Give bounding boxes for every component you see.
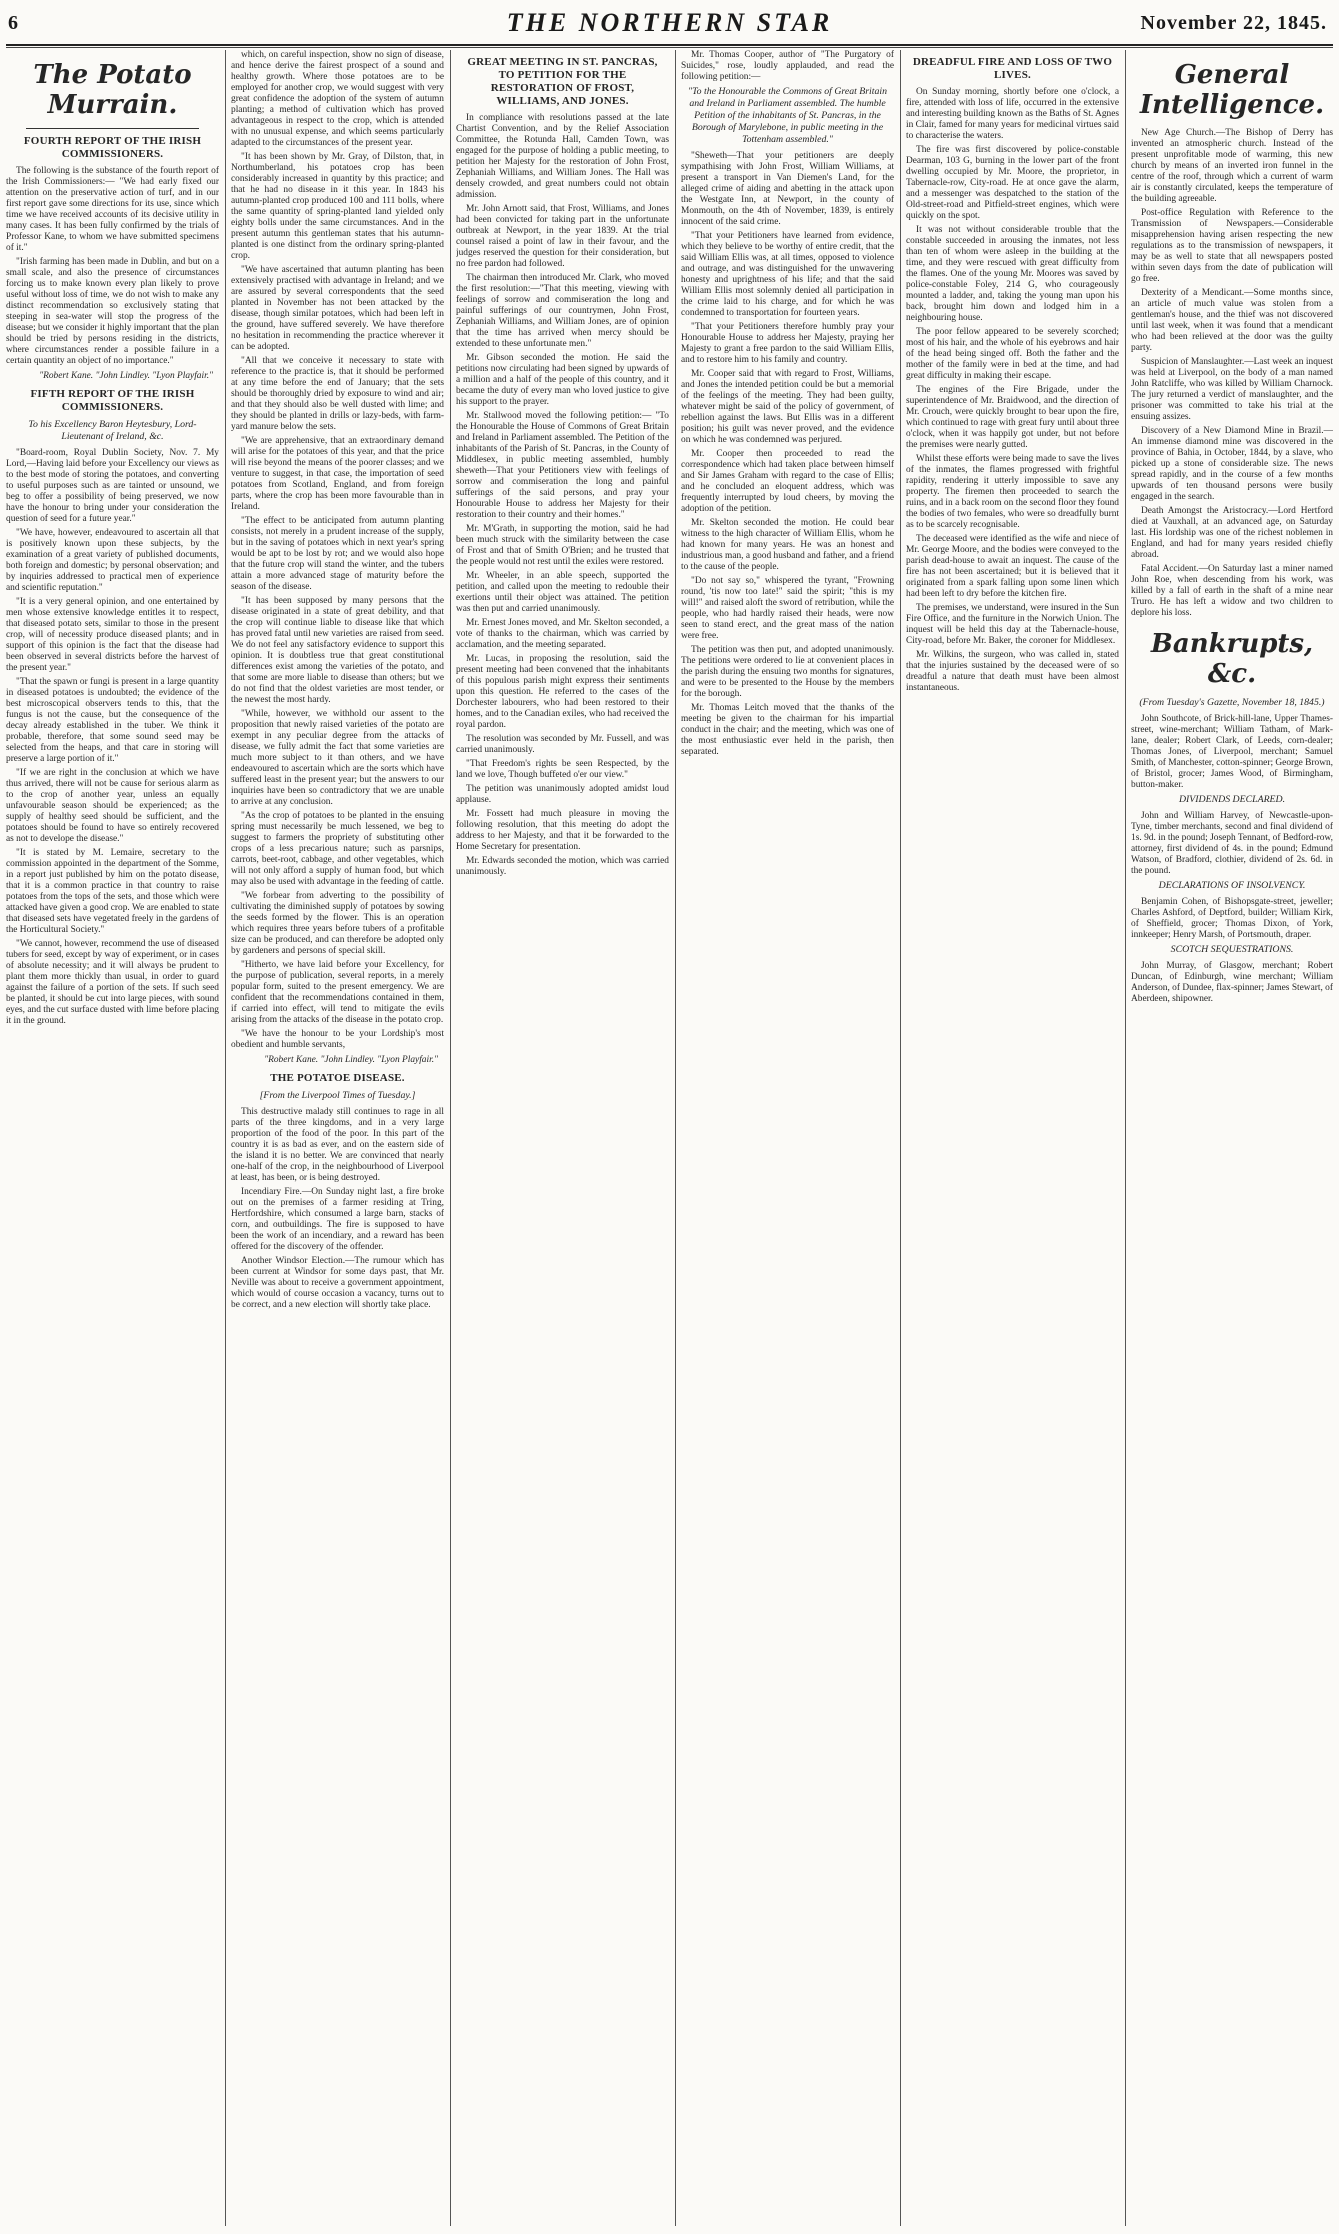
article-headline: DREADFUL FIRE AND LOSS OF TWO LIVES. bbox=[912, 56, 1113, 81]
article-paragraph: The resolution was seconded by Mr. Fussell, and was carried unanimously. bbox=[456, 734, 669, 755]
article-paragraph: Mr. Cooper then proceeded to read the correspondence which had taken place between himself and Sir James Graham with regard to the case of Ellis; and he concluded an eloquent address, which was frequently interrupted by loud cheers, by moving the adoption of the petition. bbox=[681, 449, 894, 514]
article-paragraph: It was not without considerable trouble that the constable succeeded in arousing the inmates, not less than ten of whom were asleep in the building at the time, and they were rescued with great difficulty from the flames. One of the young Mr. Moores was saved by police-constable Foley, 214 G, who courageously mounted a ladder, and, taking the young man upon his back, brought him down and lodged him in a neighbouring house. bbox=[906, 225, 1119, 323]
article-paragraph: Post-office Regulation with Reference to the Transmission of Newspapers.—Considerable misapprehension having arisen respecting the new regulations as to the transmission of newspapers, it may be as well to state that all newspapers posted within seven days from the date of publication will go free. bbox=[1131, 208, 1333, 284]
column-divider bbox=[900, 50, 901, 2226]
article-paragraph: "We have, however, endeavoured to ascertain all that is positively known upon these subjects, by the examination of a great variety of published documents, both foreign and domestic; by personal observation; and by inquiries addressed to practical men of experience and scientific reputation." bbox=[6, 528, 219, 593]
article-paragraph: "It has been supposed by many persons that the disease originated in a state of great debility, and that the crop will continue liable to disease like that which has proved fatal until new varieties are raised from seed. We do not feel any satisfactory evidence to support this opinion. It is doubtless true that great constitutional differences exist among the varieties of the potato, and that some are more liable to disease than others; but we do not find that the oldest varieties are most tender, or the newest the most hardy. bbox=[231, 596, 444, 705]
article-paragraph: The deceased were identified as the wife and niece of Mr. George Moore, and the bodies were conveyed to the parish dead-house to await an inquest. The cause of the fire has not been ascertained; but it is believed that it originated from a spark falling upon some linen which had been left to dry before the kitchen fire. bbox=[906, 534, 1119, 599]
masthead-rule-thin bbox=[6, 47, 1333, 48]
column-divider bbox=[450, 50, 451, 2226]
article-paragraph: Mr. Gibson seconded the motion. He said the petitions now circulating had been signed by upwards of a million and a half of the people of this country, and it became the duty of every man who loved justice to give his support to the prayer. bbox=[456, 353, 669, 407]
masthead bbox=[0, 8, 1339, 42]
article-paragraph: The poor fellow appeared to be severely scorched; most of his hair, and the whole of his eyebrows and hair of the head being singed off. Both the father and the mother of the family were in bed at the time, and had great difficulty in making their escape. bbox=[906, 327, 1119, 381]
article-paragraph: Discovery of a New Diamond Mine in Brazil.—An immense diamond mine was discovered in the province of Bahia, in October, 1844, by a slave, who picked up a stone of considerable size. The news spread rapidly, and in the course of a few months upwards of ten thousand persons were busily engaged in the search. bbox=[1131, 426, 1333, 502]
article-paragraph: Mr. Fossett had much pleasure in moving the following resolution, that this meeting do adopt the address to her Majesty, and that it be forwarded to the Home Secretary for presentation. bbox=[456, 809, 669, 852]
article-headline: THE POTATOE DISEASE. bbox=[270, 1072, 405, 1084]
article-paragraph: "That your Petitioners therefore humbly pray your Honourable House to address her Majesty, praying her Majesty to grant a free pardon to the said William Ellis, and to restore him to his family and country. bbox=[681, 322, 894, 365]
page-number: 6 bbox=[8, 12, 18, 34]
article-paragraph: Mr. Wheeler, in an able speech, supported the petition, and called upon the meeting to redouble their exertions until their object was attained. The petition was then put and carried unanimously. bbox=[456, 571, 669, 614]
article-paragraph: Mr. Stallwood moved the following petition:— "To the Honourable the House of Commons of Great Britain and Ireland in Parliament assembled. The Petition of the inhabitants of the Parish of St. Pancras, in the County of Middlesex, in public meeting assembled, humbly sheweth—That your Petitioners view with feelings of sorrow and commiseration the long and painful sufferings of the said persons, and pray your Honourable House to address her Majesty for their restoration to their country and their homes." bbox=[456, 411, 669, 520]
article-headline: GREAT MEETING IN ST. PANCRAS, TO PETITION FOR THE RESTORATION OF FROST, WILLIAMS, AND JONES. bbox=[467, 56, 658, 107]
article-paragraph: New Age Church.—The Bishop of Derry has invented an atmospheric church. Instead of the present unprofitable mode of warming, this new church by means of an inverted iron funnel in the centre of the roof, through which a current of warm air is constantly circulated, keeps the temperature of the building agreeable. bbox=[1131, 128, 1333, 204]
article-paragraph: "If we are right in the conclusion at which we have thus arrived, there will not be cause for serious alarm as to the crop of another year, unless an equally unfavourable season should be experienced; as the supply of healthy seed should be sufficient, and the potatoes should be found to have so entirely recovered as not to develope the disease." bbox=[6, 768, 219, 844]
article-paragraph: "As the crop of potatoes to be planted in the ensuing spring must necessarily be much lessened, we beg to suggest to farmers the propriety of substituting other crops of a less precarious nature; such as parsnips, carrots, beet-root, cabbage, and other vegetables, which will not only afford a supply of human food, but which may also be used with advantage in the feeding of cattle. bbox=[231, 811, 444, 887]
article-paragraph: which, on careful inspection, show no sign of disease, and hence derive the fairest prospect of a sound and healthy growth. Where those potatoes are to be employed for another crop, we would suggest with very great confidence the adoption of the system of autumn planting; a method of cultivation which has proved advantageous in respect to the crop, which is attended with no unusual expense, and which seems particularly adapted to the circumstances of the present year. bbox=[231, 50, 444, 148]
article-headline: FOURTH REPORT OF THE IRISH COMMISSIONERS. bbox=[23, 135, 202, 160]
article-paragraph: "All that we conceive it necessary to state with reference to the practice is, that it should be performed at any time before the end of January; that the sets should be thoroughly dried by exposure to wind and air; and that they should also be well dusted with lime; and they should be planted in drills or lazy-beds, with farm-yard manure below the sets. bbox=[231, 356, 444, 432]
article-paragraph: "While, however, we withhold our assent to the proposition that newly raised varieties of the potato are exempt in any peculiar degree from the attacks of disease, we fully admit the fact that some varieties are much more subject to it than others, and we have endeavoured to ascertain which are the sorts which have suffered least in the present year; but the answers to our inquiries have been so contradictory that we are unable to arrive at any conclusion. bbox=[231, 709, 444, 807]
article-paragraph: Mr. Skelton seconded the motion. He could bear witness to the high character of William Ellis, whom he had known for many years. He was an honest and industrious man, a good husband and father, and a friend to the cause of the people. bbox=[681, 518, 894, 572]
article-paragraph: "That the spawn or fungi is present in a large quantity in diseased potatoes is undoubted; the evidence of the best microscopical observers tends to this, that the fungus is not the cause, but the consequence of the decay already established in the tuber. We think it probable, therefore, that some sound seed may be selected from the heaps, and that care in storing will preserve a large portion of it." bbox=[6, 677, 219, 764]
article-paragraph: "That your Petitioners have learned from evidence, which they believe to be worthy of entire credit, that the said William Ellis was, at all times, opposed to violence and outrage, and was distinguished for the unwavering honesty and uprightness of his life; and that the said William Ellis most solemnly denied all participation in the crime laid to his charge, and for which he was condemned to transportation for fourteen years. bbox=[681, 231, 894, 318]
article-paragraph: Mr. Thomas Leitch moved that the thanks of the meeting be given to the chairman for his impartial conduct in the chair; and the meeting, which was one of the most enthusiastic ever held in the parish, then separated. bbox=[681, 703, 894, 757]
article-paragraph: "Board-room, Royal Dublin Society, Nov. 7. My Lord,—Having laid before your Excellency our views as to the best mode of storing the potatoes, and converting to useful purposes such as are tainted or unsound, we beg to offer a possibility of being preserved, we now have the honour to bring under your consideration the question of seed for a future year." bbox=[6, 448, 219, 524]
columns bbox=[6, 50, 1333, 2226]
article-paragraph: "The effect to be anticipated from autumn planting consists, not merely in a prudent increase of the supply, but in the saving of potatoes which in next year's spring would be apt to be lost by rot; and we would also hope that the future crop will stand the winter, and the tubers attain a more advanced stage of maturity before the season of the disease. bbox=[231, 516, 444, 592]
article-paragraph: Death Amongst the Aristocracy.—Lord Hertford died at Vauxhall, at an advanced age, on Saturday last. His lordship was one of the richest noblemen in England, and had for many years resided chiefly abroad. bbox=[1131, 506, 1333, 560]
article-paragraph: Fatal Accident.—On Saturday last a miner named John Roe, when descending from his work, was killed by a fall of earth in the shaft of a mine near Truro. He has left a widow and two children to deplore his loss. bbox=[1131, 564, 1333, 618]
article-paragraph: The following is the substance of the fourth report of the Irish Commissioners:— "We had early fixed our attention on the preservative action of turf, and in our first report gave some directions for its use, since which time we have received accounts of its decisive utility in many cases. It has been fully confirmed by the trials of Professor Kane, to whom we have submitted specimens of it." bbox=[6, 166, 219, 253]
article-paragraph: The petition was then put, and adopted unanimously. The petitions were ordered to lie at convenient places in the parish during the ensuing two months for signatures, and were to be presented to the House by the members for the borough. bbox=[681, 645, 894, 699]
article-paragraph: "Irish farming has been made in Dublin, and but on a small scale, and also the presence of circumstances forcing us to make known every plan likely to prove useful without loss of time, we do not wish to make any distinct recommendation so exclusively stating that steeping in sea-water will stop the progress of the disease; but we consider it highly important that the plan should be tried by persons residing in the districts, where circumstances render a possible failure in a certain quantity an object of no importance." bbox=[6, 257, 219, 366]
article-paragraph: Mr. John Arnott said, that Frost, Williams, and Jones had been convicted for taking part in the unfortunate outbreak at Newport, in the year 1839. At the trial counsel raised a point of law in their favour, and the judges reserved the question for their consideration, but no free pardon had followed. bbox=[456, 204, 669, 269]
article-subhead: To his Excellency Baron Heytesbury, Lord-Lieutenant of Ireland, &c. bbox=[28, 419, 197, 442]
article-paragraph: Benjamin Cohen, of Bishopsgate-street, jeweller; Charles Ashford, of Deptford, builder; William Kirk, of Sheffield, grocer; Thomas Dixon, of York, innkeeper; Henry Marsh, of Portsmouth, draper. bbox=[1131, 897, 1333, 940]
column-1 bbox=[6, 50, 219, 2226]
section-rule bbox=[26, 128, 199, 129]
article-paragraph: Whilst these efforts were being made to save the lives of the inmates, the flames progressed with frightful rapidity, rendering it utterly impossible to save any property. The firemen then proceeded to search the ruins, and in a back room on the second floor they found the bodies of two females, who were so dreadfully burnt as to be scarcely recognisable. bbox=[906, 454, 1119, 530]
signature: "Robert Kane. "John Lindley. "Lyon Playfair." bbox=[39, 371, 213, 381]
article-paragraph: "It has been shown by Mr. Gray, of Dilston, that, in Northumberland, his potatoes crop has been considerably increased in quantity by this practice; and that he had no disease in it this year. In 1843 his autumn-planted crop produced 100 and 111 bolls, where the same quantity of spring-planted land yielded only eighty bolls under the same circumstances. And in the present autumn this gentleman states that his autumn-planted is one distinct from the ordinary spring-planted crop. bbox=[231, 152, 444, 261]
article-paragraph: In compliance with resolutions passed at the late Chartist Convention, and by the Relief Association Committee, the Rotunda Hall, Camden Town, was engaged for the purpose of holding a public meeting, to petition her Majesty for the restoration of John Frost, Zephaniah Williams, and William Jones. The Hall was densely crowded, and great numbers could not obtain admission. bbox=[456, 113, 669, 200]
article-paragraph: "That Freedom's rights be seen Respected, by the land we love, Though buffeted o'er our view." bbox=[456, 759, 669, 780]
column-2 bbox=[231, 50, 444, 2226]
article-paragraph: Incendiary Fire.—On Sunday night last, a fire broke out on the premises of a farmer residing at Tring, Hertfordshire, which consumed a large barn, stacks of corn, and outbuildings. The fire is supposed to have been the work of an incendiary, and a reward has been offered for the discovery of the offender. bbox=[231, 1187, 444, 1252]
article-headline: FIFTH REPORT OF THE IRISH COMMISSIONERS. bbox=[30, 388, 195, 413]
section-title: Bankrupts, &c. bbox=[1150, 629, 1314, 689]
article-paragraph: On Sunday morning, shortly before one o'clock, a fire, attended with loss of life, occurred in the extensive and interesting building known as the Baths of St. Agnes in Clair, famed for many years for medicinal virtues said to characterise the waters. bbox=[906, 87, 1119, 141]
section-title: The Potato Murrain. bbox=[33, 60, 192, 120]
article-paragraph: Mr. Cooper said that with regard to Frost, Williams, and Jones the intended petition could be but a memorial of the feelings of the meeting. They had been guilty, whatever might be said of the policy of government, of rebellion against the laws. But Ellis was in a different position; his guilt was never proved, and the evidence on which he was condemned was perjured. bbox=[681, 369, 894, 445]
article-paragraph: Mr. Edwards seconded the motion, which was carried unanimously. bbox=[456, 856, 669, 877]
article-paragraph: "Sheweth—That your petitioners are deeply sympathising with John Frost, William Williams, at present a transport in Van Diemen's Land, for the alleged crime of aiding and abetting in the attack upon the Westgate Inn, at Newport, in the county of Monmouth, on the 4th of November, 1839, is entirely innocent of the said crime. bbox=[681, 151, 894, 227]
article-paragraph: "It is stated by M. Lemaire, secretary to the commission appointed in the department of the Somme, in a report just published by him on the potato disease, that it is a common practice in that country to raise potatoes from the tops of the sets, and those which were attacked have given a good crop. We are enabled to state that diseased sets have vegetated freely in the gardens of the Horticultural Society." bbox=[6, 848, 219, 935]
article-subhead: [From the Liverpool Times of Tuesday.] bbox=[259, 1090, 416, 1101]
column-divider bbox=[1125, 50, 1126, 2226]
article-paragraph: Mr. Thomas Cooper, author of "The Purgatory of Suicides," rose, loudly applauded, and read the following petition:— bbox=[681, 50, 894, 82]
article-subhead: SCOTCH SEQUESTRATIONS. bbox=[1170, 944, 1294, 955]
article-paragraph: "Hitherto, we have laid before your Excellency, for the purpose of publication, several reports, in a merely popular form, suited to the present emergency. We are confident that the recommendations contained in them, if carried into effect, will tend to mitigate the evils arising from the attacks of the disease in the potato crop. bbox=[231, 960, 444, 1025]
article-paragraph: "Do not say so," whispered the tyrant, "Frowning round, 'tis now too late!" said the spirit; "this is my will!" and raised aloft the sword of retribution, while the people, who had hardly raised their heads, were now seen to stand erect, and the great mass of the nation were free. bbox=[681, 576, 894, 641]
article-paragraph: John Murray, of Glasgow, merchant; Robert Duncan, of Edinburgh, wine merchant; William Anderson, of Dundee, flax-spinner; James Stewart, of Aberdeen, shipowner. bbox=[1131, 961, 1333, 1004]
section-title: General Intelligence. bbox=[1139, 60, 1325, 120]
article-paragraph: The engines of the Fire Brigade, under the superintendence of Mr. Braidwood, and the direction of Mr. Crouch, were quickly brought to bear upon the fire, which continued to rage with great fury until about three o'clock, when it was happily got under, but not before the premises were nearly gutted. bbox=[906, 385, 1119, 450]
article-paragraph: John and William Harvey, of Newcastle-upon-Tyne, timber merchants, second and final dividend of 1s. 9d. in the pound; Joseph Tennant, of Bedford-row, attorney, first dividend of 4s. in the pound; Edmund Watson, of Bradford, clothier, dividend of 2s. 6d. in the pound. bbox=[1131, 811, 1333, 876]
column-6 bbox=[1131, 50, 1333, 2226]
paper-name: THE NORTHERN STAR bbox=[506, 8, 833, 37]
column-divider bbox=[225, 50, 226, 2226]
article-paragraph: The fire was first discovered by police-constable Dearman, 103 G, burning in the lower part of the front dwelling occupied by Mr. Moore, the proprietor, in Tabernacle-row, City-road. He at once gave the alarm, and a messenger was despatched to the station of the Old-street-road and Pitfield-street engines, which were quickly on the spot. bbox=[906, 145, 1119, 221]
article-paragraph: The petition was unanimously adopted amidst loud applause. bbox=[456, 784, 669, 805]
article-subhead: "To the Honourable the Commons of Great Britain and Ireland in Parliament assembled. The humble Petition of the inhabitants of St. Pancras, in the Borough of Marylebone, in public meeting in the Tottenham assembled." bbox=[687, 86, 888, 145]
issue-date: November 22, 1845. bbox=[1140, 12, 1327, 34]
article-paragraph: The premises, we understand, were insured in the Sun Fire Office, and the furniture in the Norwich Union. The inquest will be held this day at the Tabernacle-house, City-road, before Mr. Baker, the coroner for Middlesex. bbox=[906, 603, 1119, 646]
article-paragraph: Mr. Ernest Jones moved, and Mr. Skelton seconded, a vote of thanks to the chairman, which was carried by acclamation, and the meeting separated. bbox=[456, 618, 669, 650]
article-paragraph: "We forbear from adverting to the possibility of cultivating the diminished supply of potatoes by sowing the seeds formed by the flower. This is an operation which requires three years before tubers of a profitable size can be produced, and can therefore be adopted only by gardeners and persons of special skill. bbox=[231, 891, 444, 956]
column-4 bbox=[681, 50, 894, 2226]
masthead-rule bbox=[6, 44, 1333, 46]
article-paragraph: "We are apprehensive, that an extraordinary demand will arise for the potatoes of this year, and that the price will rise beyond the means of the poorer classes; and we venture to suggest, in that case, the importation of seed potatoes from Scotland, England, and from foreign parts, where the crop has been more favourable than in Ireland. bbox=[231, 436, 444, 512]
article-paragraph: "It is a very general opinion, and one entertained by men whose extensive knowledge entitles it to respect, that diseased potato sets, similar to those in the present crop, will of necessity produce diseased plants; and in support of this opinion is the fact that the disease had been observed in several districts before the harvest of the present year." bbox=[6, 597, 219, 673]
article-paragraph: John Southcote, of Brick-hill-lane, Upper Thames-street, wine-merchant; William Tatham, of Mark-lane, dealer; Robert Clark, of Leeds, corn-dealer; Thomas Jones, of Liverpool, merchant; Samuel Smith, of Manchester, cotton-spinner; George Brown, of Bristol, grocer; James Wood, of Birmingham, button-maker. bbox=[1131, 714, 1333, 790]
article-paragraph: Another Windsor Election.—The rumour which has been current at Windsor for some days past, that Mr. Neville was about to receive a government appointment, which would of course occasion a vacancy, turns out to be correct, and a new election will shortly take place. bbox=[231, 1256, 444, 1310]
column-3 bbox=[456, 50, 669, 2226]
article-subhead: DECLARATIONS OF INSOLVENCY. bbox=[1158, 880, 1306, 891]
column-5 bbox=[906, 50, 1119, 2226]
article-paragraph: "We cannot, however, recommend the use of diseased tubers for seed, except by way of experiment, or in cases of absolute necessity; and it will always be prudent to plant them more thickly than usual, in order to guard against the failure of a portion of the sets. If such seed be planted, it should be cut into large pieces, with sound eyes, and the cut surface dusted with lime before placing it in the ground. bbox=[6, 939, 219, 1026]
column-divider bbox=[675, 50, 676, 2226]
article-paragraph: Mr. Lucas, in proposing the resolution, said the present meeting had been convened that the inhabitants of this populous parish might express their sentiments upon this question. He referred to the cases of the Dorchester labourers, who had been restored to their homes, and to the Canadian exiles, who had received the royal pardon. bbox=[456, 654, 669, 730]
article-paragraph: Dexterity of a Mendicant.—Some months since, an article of much value was stolen from a gentleman's house, and the thief was not discovered until last week, when it was found that a mendicant who had been relieved at the door was the guilty party. bbox=[1131, 288, 1333, 353]
article-paragraph: This destructive malady still continues to rage in all parts of the three kingdoms, and in a very large proportion of the food of the poor. In this part of the country it is as bad as ever, and on the eastern side of the island it is no better. We are convinced that nearly one-half of the crop, in the neighbourhood of Liverpool at least, has been, or is being destroyed. bbox=[231, 1107, 444, 1183]
article-paragraph: The chairman then introduced Mr. Clark, who moved the first resolution:—"That this meeting, viewing with feelings of sorrow and commiseration the long and painful sufferings of our countrymen, John Frost, Zephaniah Williams, and William Jones, are of opinion that the time has arrived when mercy should be extended to these unfortunate men." bbox=[456, 273, 669, 349]
article-paragraph: Suspicion of Manslaughter.—Last week an inquest was held at Liverpool, on the body of a man named John Ratcliffe, who was killed by William Charnock. The jury returned a verdict of manslaughter, and the prisoner was committed to take his trial at the ensuing assizes. bbox=[1131, 357, 1333, 422]
article-paragraph: Mr. Wilkins, the surgeon, who was called in, stated that the injuries sustained by the deceased were of so dreadful a nature that death must have been almost instantaneous. bbox=[906, 650, 1119, 693]
article-paragraph: "We have ascertained that autumn planting has been extensively practised with advantage in Ireland; and we are assured by several correspondents that the seed planted in November has not been attacked by the disease, though similar potatoes, which had been left in the ground, have suffered severely. We have therefore no hesitation in recommending the practice wherever it can be adopted. bbox=[231, 265, 444, 352]
article-subhead: (From Tuesday's Gazette, November 18, 1845.) bbox=[1139, 697, 1325, 708]
article-subhead: DIVIDENDS DECLARED. bbox=[1178, 794, 1286, 805]
article-paragraph: Mr. M'Grath, in supporting the motion, said he had been much struck with the similarity between the case of Frost and that of Smith O'Brien; and he trusted that the people would not rest until the exiles were restored. bbox=[456, 524, 669, 567]
article-paragraph: "We have the honour to be your Lordship's most obedient and humble servants, bbox=[231, 1029, 444, 1050]
signature: "Robert Kane. "John Lindley. "Lyon Playfair." bbox=[264, 1055, 438, 1065]
